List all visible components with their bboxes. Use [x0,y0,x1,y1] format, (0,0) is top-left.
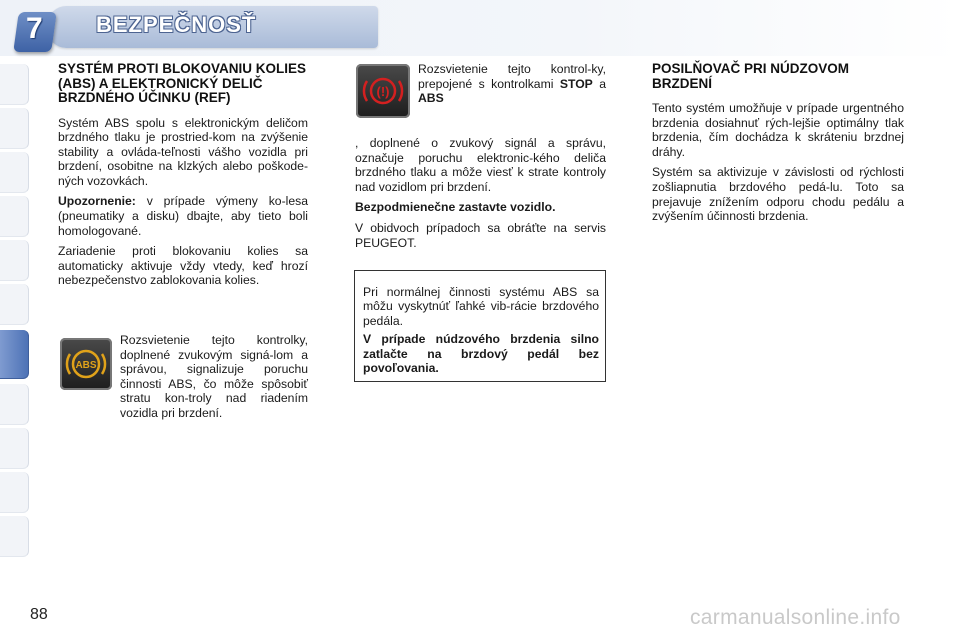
section-heading-abs: SYSTÉM PROTI BLOKOVANIU KOLIES (ABS) A ELEKTRONICKÝ DELIČ BRZDNÉHO ÚČINKU (REF) [58,61,307,105]
page-title: BEZPEČNOSŤ [96,12,257,37]
chapter-tab[interactable] [0,428,29,469]
stop-label: STOP [559,76,593,91]
brake-warning-lamp-icon [356,64,410,118]
chapter-tab[interactable] [0,196,29,237]
ref-intro-text: Rozsvietenie tejto kontrol-ky, prepojené s kontrolkami [418,62,606,91]
page-number: 88 [30,606,48,623]
ref-lamp-intro [418,62,606,106]
chapter-tab[interactable] [0,108,29,149]
ref-lamp-description: , doplnené o zvukový signál a správu, označuje poruchu elektronic-kého deliča brzdného tlaku a môže viesť k strate kontroly nad vozidlom pri brzdení. [355,136,606,194]
pedal-vibration-note: Pri normálnej činnosti systému ABS sa môžu vyskytnúť ľahké vib-rácie brzdového pedála. [363,285,599,328]
abs-lamp-caption: Rozsvietenie tejto kontrolky, doplnené zvukovým signá-lom a správou, signalizuje poruchu činnosti ABS, čo môže spôsobiť stratu kon-troly nad riadením vozidla pri brzdení. [120,333,308,420]
ref-lamp-text-block [355,62,606,68]
chapter-number: 7 [26,12,43,45]
abs-lamp-caption-block [120,333,308,427]
brake-icon-label: (!) [376,84,390,99]
ref-lamp-intro-block [418,62,606,106]
watermark: carmanualsonline.info [690,606,901,629]
chapter-tab[interactable] [0,516,29,557]
homologation-note [58,194,308,238]
service-advice: V obidvoch prípadoch sa obráťte na servis PEUGEOT. [355,220,606,250]
chapter-tab-rail [0,64,32,576]
section-heading-brake-assist: POSILŇOVAČ PRI NÚDZOVOM BRZDENÍ [652,61,850,91]
note-label: Upozornenie: [58,194,136,209]
abs-description: Systém ABS spolu s elektronickým deličom brzdného tlaku je prostried-kom na zvýšenie stability a ovláda-teľnosti vášho vozidla pri brzdení, osobitne na klzkých alebo poškode-ných vozovkách. [58,115,308,188]
chapter-tab[interactable] [0,64,29,105]
chapter-tab-active[interactable] [0,330,29,379]
stop-vehicle-warning: Bezpodmienečne zastavte vozidlo. [355,200,556,215]
brake-symbol-icon [356,64,410,118]
chapter-tab[interactable] [0,284,29,325]
chapter-tab[interactable] [0,472,29,513]
abs-symbol-icon [60,338,112,390]
chapter-tab[interactable] [0,152,29,193]
chapter-tab[interactable] [0,384,29,425]
chapter-tab[interactable] [0,240,29,281]
ref-lamp-continuation-block [355,136,606,256]
and-text: a [592,76,606,91]
abs-label: ABS [418,91,444,106]
emergency-braking-advice: V prípade núdzového brzdenia silno zatlačte na brzdový pedál bez povoľovania. [363,332,599,376]
abs-icon-label: ABS [75,360,97,371]
note-text: v prípade výmeny ko-lesa (pneumatiky a disku) dbajte, aby tieto boli homologované. [58,194,308,238]
abs-activation-text: Zariadenie proti blokovaniu kolies sa automaticky aktivuje vždy vtedy, keď hrozí nebezpečenstvo zablokovania kolies. [58,244,308,288]
brake-assist-activation: Systém sa aktivizuje v závislosti od rýchlosti zošliapnutia brzdového pedá-lu. Toto sa prejavuje znížením odporu chodu pedálu a zvýšením účinnosti brzdenia. [652,165,904,224]
brake-assist-description: Tento systém umožňuje v prípade urgentného brzdenia dosiahnuť rých-lejšie optimálny tlak brzdenia, čím dochádza k skráteniu brzdnej dráhy. [652,101,904,159]
abs-info-box [354,270,606,382]
column-brake-assist [652,62,904,230]
column-abs [58,62,308,294]
abs-warning-lamp-icon [60,338,112,390]
